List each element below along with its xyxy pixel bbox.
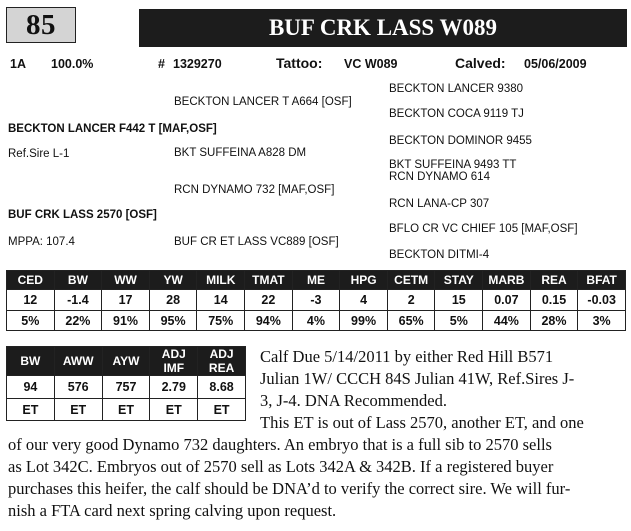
epd-value-row	[7, 290, 626, 311]
epd-value: 17	[102, 290, 150, 311]
tattoo-value: VC W089	[344, 57, 398, 71]
performance-type: ET	[198, 399, 246, 421]
pedigree-sire-sire-sire: BECKTON LANCER 9380	[389, 83, 524, 95]
epd-percentile: 99%	[340, 311, 388, 331]
ownership-percent: 100.0%	[51, 57, 94, 71]
tattoo-label: Tattoo:	[276, 55, 323, 71]
pedigree-dam-sire-dam: RCN LANA-CP 307	[389, 198, 490, 210]
epd-header: REA	[530, 271, 578, 290]
epd-percentile-row	[7, 311, 626, 331]
comment-line-6: as Lot 342C. Embryos out of 2570 sell as Lots 342A & 342B. If a registered buyer	[8, 457, 554, 476]
epd-percentile: 5%	[7, 311, 55, 331]
performance-type: ET	[150, 399, 198, 421]
epd-header: ME	[292, 271, 340, 290]
epd-percentile: 65%	[387, 311, 435, 331]
epd-header: CETM	[387, 271, 435, 290]
pedigree-dam: BUF CRK LASS 2570 [OSF]	[8, 209, 157, 221]
epd-header-row	[7, 271, 626, 290]
epd-percentile: 5%	[435, 311, 483, 331]
pedigree-sire-sire: BECKTON LANCER T A664 [OSF]	[174, 96, 352, 108]
performance-value: 94	[7, 376, 55, 399]
performance-type-row	[7, 399, 246, 421]
animal-name-banner: BUF CRK LASS W089	[139, 9, 627, 47]
pedigree-sire-sire-dam: BECKTON COCA 9119 TJ	[389, 108, 524, 120]
epd-header: MILK	[197, 271, 245, 290]
epd-percentile: 94%	[245, 311, 293, 331]
epd-value: -3	[292, 290, 340, 311]
performance-header: ADJ REA	[198, 347, 246, 376]
performance-header: ADJ IMF	[150, 347, 198, 376]
performance-type: ET	[54, 399, 102, 421]
pedigree-sire-dam: BKT SUFFEINA A828 DM	[174, 147, 307, 159]
epd-percentile: 75%	[197, 311, 245, 331]
comment-line-5: of our very good Dynamo 732 daughters. An embryo that is a full sib to 2570 sells	[8, 435, 552, 454]
comment-line-7: purchases this heifer, the calf should be DNA’d to verify the correct sire. We will fur-	[8, 479, 571, 498]
epd-header: HPG	[340, 271, 388, 290]
epd-value: 28	[149, 290, 197, 311]
epd-value: 22	[245, 290, 293, 311]
pedigree-ref-sire: Ref.Sire L-1	[8, 148, 70, 160]
pedigree-mppa: MPPA: 107.4	[8, 236, 75, 248]
epd-percentile: 95%	[149, 311, 197, 331]
performance-type: ET	[102, 399, 150, 421]
epd-percentile: 44%	[483, 311, 531, 331]
calf-due-line-2: Julian 1W/ CCCH 84S Julian 41W, Ref.Sires J-	[260, 369, 575, 388]
epd-percentile: 91%	[102, 311, 150, 331]
epd-value: -0.03	[578, 290, 626, 311]
performance-value: 576	[54, 376, 102, 399]
epd-value: 0.15	[530, 290, 578, 311]
epd-value: 14	[197, 290, 245, 311]
epd-percentile: 28%	[530, 311, 578, 331]
performance-header: AYW	[102, 347, 150, 376]
epd-header: WW	[102, 271, 150, 290]
registration-prefix: #	[158, 57, 165, 71]
animal-class: 1A	[10, 57, 26, 71]
epd-value: 0.07	[483, 290, 531, 311]
epd-percentile: 3%	[578, 311, 626, 331]
pedigree-sire-dam-dam: BKT SUFFEINA 9493 TT	[389, 159, 517, 171]
pedigree-dam-dam: BUF CR ET LASS VC889 [OSF]	[174, 236, 339, 248]
pedigree-sire: BECKTON LANCER F442 T [MAF,OSF]	[8, 123, 217, 135]
lot-number: 85	[6, 7, 76, 43]
calved-label: Calved:	[455, 55, 506, 71]
comment-line-8: nish a FTA card next spring calving upon request.	[8, 501, 337, 520]
epd-header: BW	[54, 271, 102, 290]
epd-header: YW	[149, 271, 197, 290]
pedigree-dam-dam-dam: BECKTON DITMI-4	[389, 249, 490, 261]
epd-value: 4	[340, 290, 388, 311]
registration-number: 1329270	[173, 57, 222, 71]
performance-value: 2.79	[150, 376, 198, 399]
epd-header: TMAT	[245, 271, 293, 290]
epd-value: -1.4	[54, 290, 102, 311]
performance-table	[6, 346, 246, 421]
epd-value: 12	[7, 290, 55, 311]
epd-value: 2	[387, 290, 435, 311]
epd-value: 15	[435, 290, 483, 311]
calved-date: 05/06/2009	[524, 57, 587, 71]
performance-value: 8.68	[198, 376, 246, 399]
epd-header: CED	[7, 271, 55, 290]
epd-header: STAY	[435, 271, 483, 290]
epd-percentile: 4%	[292, 311, 340, 331]
performance-header: AWW	[54, 347, 102, 376]
pedigree-dam-sire-sire: RCN DYNAMO 614	[389, 171, 490, 183]
comment-line-4: This ET is out of Lass 2570, another ET, and one	[260, 413, 584, 432]
performance-header-row	[7, 347, 246, 376]
performance-value: 757	[102, 376, 150, 399]
pedigree-dam-sire: RCN DYNAMO 732 [MAF,OSF]	[174, 184, 335, 196]
performance-value-row	[7, 376, 246, 399]
performance-type: ET	[7, 399, 55, 421]
calf-due-line-1: Calf Due 5/14/2011 by either Red Hill B571	[260, 347, 554, 366]
epd-header: MARB	[483, 271, 531, 290]
calf-due-line-3: 3, J-4. DNA Recommended.	[260, 391, 447, 410]
pedigree-sire-dam-sire: BECKTON DOMINOR 9455	[389, 135, 532, 147]
epd-header: BFAT	[578, 271, 626, 290]
performance-header: BW	[7, 347, 55, 376]
epd-percentile: 22%	[54, 311, 102, 331]
pedigree-dam-dam-sire: BFLO CR VC CHIEF 105 [MAF,OSF]	[389, 223, 578, 235]
epd-table	[6, 270, 626, 331]
